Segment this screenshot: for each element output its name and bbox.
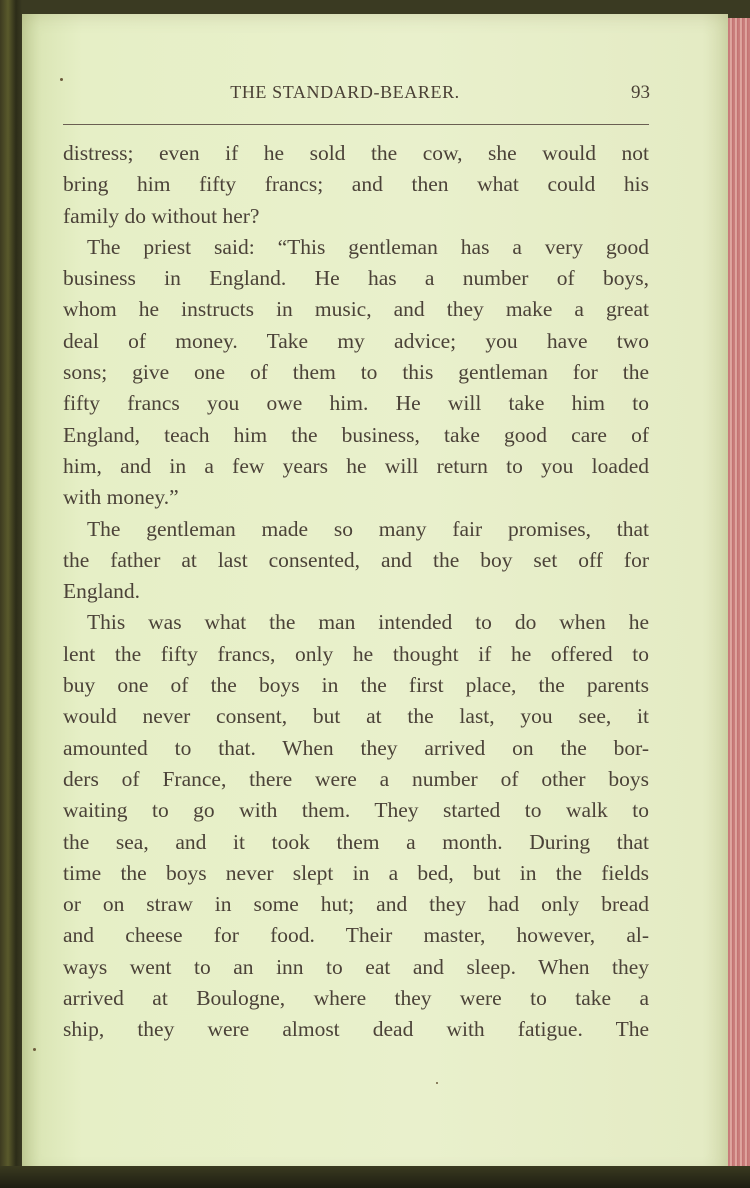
running-title: THE STANDARD-BEARER. [230,82,460,102]
text-line: distress; even if he sold the cow, she would not [63,141,649,165]
text-line: the father at last consented, and the boy set off for [63,547,649,572]
text-line: or on straw in some hut; and they had only bread [63,892,649,917]
text-line: deal of money. Take my advice; you have two [63,328,649,353]
text-line: lent the fifty francs, only he thought if he offered to [63,641,649,666]
text-line: would never consent, but at the last, you see, it [63,704,649,729]
text-line: The priest said: “This gentleman has a very good [87,234,649,259]
text-line: him, and in a few years he will return to you loaded [63,453,649,478]
text-line: waiting to go with them. They started to walk to [63,798,649,823]
body-text [63,138,649,1046]
text-line: bring him fifty francs; and then what could his [63,172,649,197]
text-line: business in England. He has a number of boys, [63,266,649,291]
header-rule [63,124,649,125]
text-line: time the boys never slept in a bed, but in the fields [63,860,649,885]
text-line: the sea, and it took them a month. During that [63,829,649,854]
text-line: family do without her? [63,203,260,228]
text-line: ways went to an inn to eat and sleep. When they [63,954,649,979]
text-line: fifty francs you owe him. He will take him to [63,391,649,416]
page-number: 93 [631,82,650,103]
text-line: sons; give one of them to this gentleman for the [63,360,649,385]
text-line: ders of France, there were a number of other boys [63,766,649,791]
ink-speck [60,78,63,81]
bottom-edge [0,1166,750,1188]
text-line: whom he instructs in music, and they make a great [63,297,649,322]
text-line: England. [63,579,141,604]
ink-speck [33,1048,36,1051]
ink-speck [436,1082,438,1084]
running-header [40,82,650,110]
text-line: ship, they were almost dead with fatigue. The [63,1017,649,1042]
text-line: England, teach him the business, take good care of [63,422,649,447]
text-line: This was what the man intended to do when he [87,610,649,635]
text-line: The gentleman made so many fair promises, that [87,516,649,541]
text-line: and cheese for food. Their master, however, al- [63,923,649,948]
text-line: arrived at Boulogne, where they were to take a [63,986,649,1011]
text-line: amounted to that. When they arrived on the bor- [63,735,649,760]
text-line: with money.” [63,485,179,510]
text-line: buy one of the boys in the first place, the parents [63,673,649,698]
